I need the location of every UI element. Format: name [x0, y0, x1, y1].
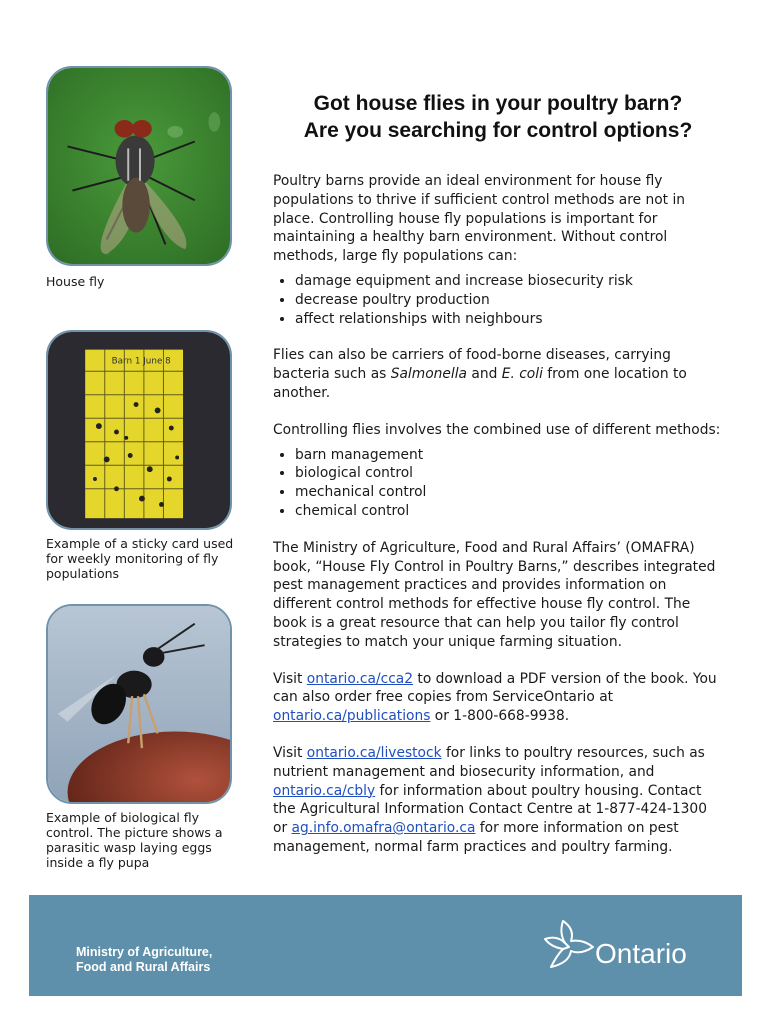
- ministry-name: [76, 945, 212, 975]
- list-item: • affect relationships with neighbours: [295, 310, 723, 329]
- disease-paragraph: [273, 346, 723, 402]
- ecoli-term: E. coli: [501, 366, 543, 383]
- cbly-link[interactable]: ontario.ca/cbly: [273, 782, 376, 799]
- page-title: [273, 90, 723, 144]
- publications-link[interactable]: ontario.ca/publications: [273, 708, 431, 725]
- email-link[interactable]: ag.info.omafra@ontario.ca: [291, 820, 476, 837]
- visit-text: for links to poultry resources, such as nutrient management and biosecurity information, and: [273, 744, 705, 780]
- list-item: • mechanical control: [295, 483, 723, 502]
- list-item: • chemical control: [295, 502, 723, 521]
- ministry-line-1: Ministry of Agriculture,: [76, 945, 213, 959]
- sticky-card-photo: [46, 330, 232, 530]
- visit-resources-paragraph: [273, 744, 723, 857]
- disease-text: Flies can also be carriers of food-borne diseases, carrying bacteria such as: [273, 347, 671, 383]
- ontario-logo: [541, 917, 711, 977]
- risks-list: [273, 272, 723, 328]
- title-line-2: Are you searching for control options?: [303, 119, 693, 142]
- visit-text: to download a PDF version of the book. You can also order free copies from ServiceOntario at: [273, 670, 717, 706]
- ontario-wordmark: Ontario: [595, 938, 687, 969]
- parasitic-wasp-image: [48, 606, 230, 802]
- list-item: • damage equipment and increase biosecurity risk: [295, 272, 723, 291]
- house-fly-caption: House fly: [46, 274, 105, 289]
- house-fly-photo: [46, 66, 232, 266]
- footer-banner: [29, 895, 742, 996]
- visit-text: for information about poultry housing. Contact the Agricultural Information Contact Centre at 1-877-424-1300 or: [273, 782, 707, 837]
- sticky-card-caption: Example of a sticky card used for weekly monitoring of fly populations: [46, 536, 234, 581]
- salmonella-term: Salmonella: [390, 366, 467, 383]
- list-item: • biological control: [295, 464, 723, 483]
- sticky-card-label: Barn 1 June 8: [111, 356, 171, 367]
- livestock-link[interactable]: ontario.ca/livestock: [306, 744, 442, 761]
- sticky-card-image: [48, 332, 230, 528]
- list-item: • decrease poultry production: [295, 291, 723, 310]
- title-line-1: Got house flies in your poultry barn?: [313, 92, 683, 115]
- list-item: • barn management: [295, 446, 723, 465]
- wasp-caption: Example of biological fly control. The picture shows a parasitic wasp laying eggs inside a fly pupa: [46, 810, 223, 870]
- visit-book-paragraph: [273, 670, 723, 726]
- house-fly-image: [48, 68, 230, 264]
- methods-list: [273, 446, 723, 521]
- wasp-photo: [46, 604, 232, 804]
- cca2-link[interactable]: ontario.ca/cca2: [306, 670, 414, 687]
- disease-text: from one location to another.: [273, 366, 687, 401]
- intro-paragraph: Poultry barns provide an ideal environment for house fly populations to thrive if sufficient control methods are not in place. Controlling house fly populations is important for maintaining a healthy barn environment. Without control methods, large fly populations can:: [273, 173, 686, 265]
- main-content: [273, 90, 723, 875]
- visit-text: Visit: [273, 670, 307, 687]
- visit-text: for more information on pest management, normal farm practices and poultry farming.: [273, 820, 679, 855]
- trillium-icon: [541, 917, 597, 977]
- methods-intro: Controlling flies involves the combined use of different methods:: [273, 421, 721, 438]
- visit-text: Visit: [273, 744, 307, 761]
- book-paragraph: The Ministry of Agriculture, Food and Rural Affairs’ (OMAFRA) book, “House Fly Control in Poultry Barns,” describes integrated pest management practices and provides information on different control methods for effective house fly control. The book is a great resource that can help you tailor fly control strategies to match your unique farming situation.: [273, 539, 716, 650]
- visit-text: or 1-800-668-9938.: [430, 708, 570, 725]
- ministry-line-2: Food and Rural Affairs: [76, 960, 211, 974]
- disease-text: and: [467, 366, 502, 383]
